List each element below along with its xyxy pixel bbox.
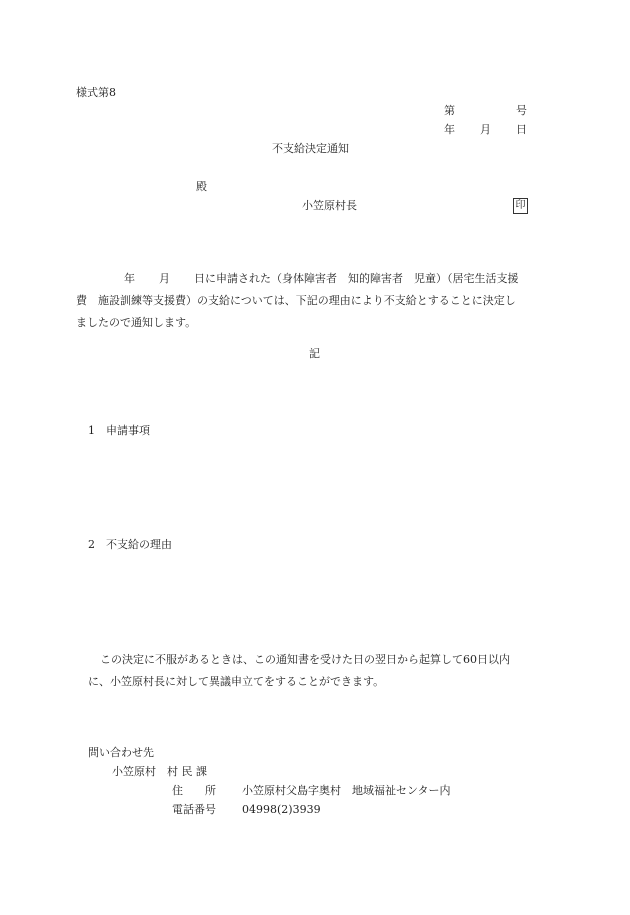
body-line-2: 費 施設訓練等支援費）の支給については、下記の理由により不支給とすることに決定し bbox=[76, 294, 516, 307]
contact-office: 小笠原村 村 民 課 bbox=[112, 765, 207, 778]
body-date-year: 年 bbox=[124, 272, 135, 285]
doc-number-prefix: 第 bbox=[444, 104, 455, 117]
header-date-year: 年 bbox=[444, 123, 455, 136]
body-line-1 bbox=[76, 268, 556, 290]
addressee-suffix: 殿 bbox=[196, 180, 207, 193]
appeal-notice bbox=[88, 649, 558, 693]
page-title: 不支給決定通知 bbox=[272, 142, 349, 155]
phone-label: 電話番号 bbox=[172, 803, 216, 816]
issuer: 小笠原村長 bbox=[302, 199, 357, 212]
notice-body bbox=[76, 268, 556, 334]
doc-number-suffix: 号 bbox=[516, 104, 527, 117]
body-date-month: 月 bbox=[159, 272, 170, 285]
appeal-line-1: この決定に不服があるときは、この通知書を受けた日の翌日から起算して60日以内 bbox=[100, 653, 510, 666]
seal-mark: 印 bbox=[513, 198, 528, 214]
header-date-day: 日 bbox=[516, 123, 527, 136]
item-reason: 2 不支給の理由 bbox=[88, 538, 172, 551]
form-number: 様式第8 bbox=[76, 86, 116, 99]
address-label: 住 所 bbox=[172, 784, 216, 797]
header-date-month: 月 bbox=[480, 123, 491, 136]
ki-heading: 記 bbox=[309, 347, 320, 360]
appeal-line-2: に、小笠原村長に対して異議申立てをすることができます。 bbox=[88, 675, 385, 688]
body-line-3: ましたので通知します。 bbox=[76, 316, 197, 329]
item-application: 1 申請事項 bbox=[88, 424, 150, 437]
contact-heading: 問い合わせ先 bbox=[88, 746, 154, 759]
phone-value: 04998(2)3939 bbox=[242, 803, 321, 816]
address-value: 小笠原村父島字奥村 地域福祉センター内 bbox=[242, 784, 451, 797]
body-line-1-text: 日に申請された（身体障害者 知的障害者 児童）（居宅生活支援 bbox=[194, 272, 519, 285]
